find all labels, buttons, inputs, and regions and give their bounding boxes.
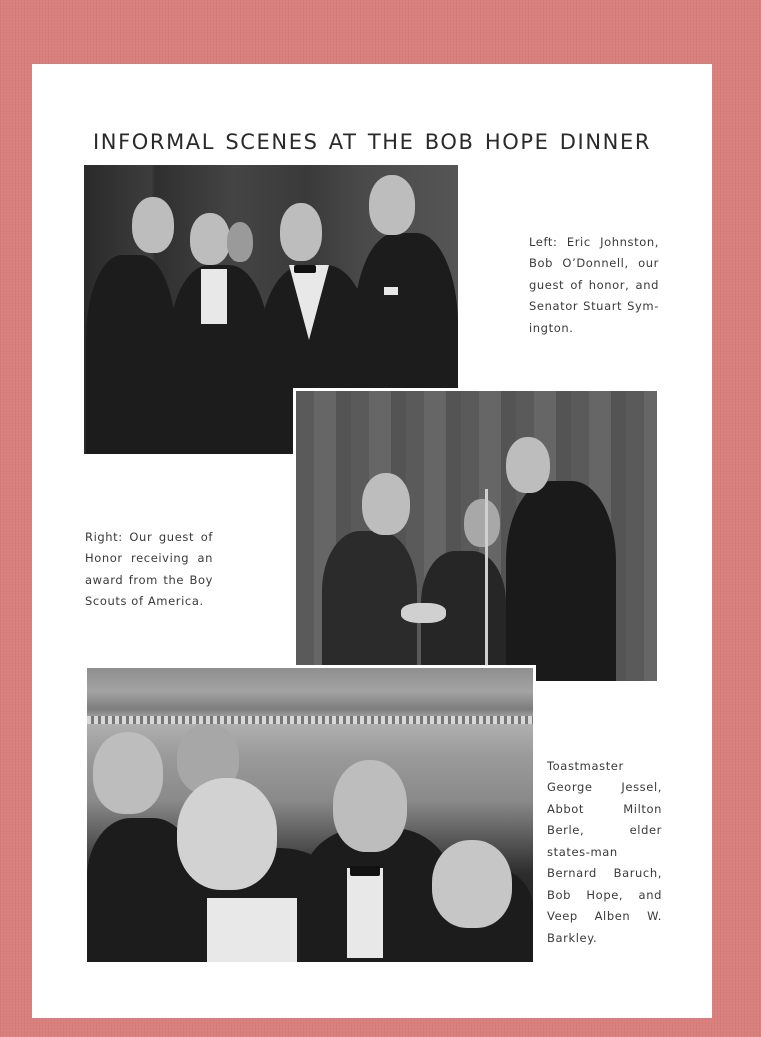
figure-head: [190, 213, 230, 265]
figure-head: [432, 840, 512, 928]
figure-head: [464, 499, 500, 547]
microphone-stand: [485, 489, 488, 679]
bowtie: [350, 866, 380, 876]
figure-head: [333, 760, 407, 852]
figure-head: [93, 732, 163, 814]
pocket-square: [384, 287, 398, 295]
figure-head: [506, 437, 550, 493]
figure-head: [177, 778, 277, 890]
page: [32, 64, 712, 1018]
figure-head: [280, 203, 322, 261]
figure-shirt: [347, 868, 383, 958]
page-title: INFORMAL SCENES AT THE BOB HOPE DINNER: [92, 130, 652, 155]
figure-head: [369, 175, 415, 235]
figure-head: [227, 222, 253, 262]
figure-shirt: [207, 898, 297, 962]
caption-middle-photo: Right: Our guest of Honor receiving an award from the Boy Scouts of America.: [85, 529, 213, 608]
figure-head: [132, 197, 174, 253]
handshake: [401, 603, 446, 623]
figure-silhouette: [506, 481, 616, 681]
photo-bottom-left: [87, 668, 533, 962]
ornamental-molding: [87, 716, 533, 724]
caption-bottom-photo: Toastmaster George Jessel, Abbot Milton Berle, elder states-man Bernard Baruch, Bob Hope, and Veep Alben W. Barkley.: [547, 758, 662, 945]
bowtie: [294, 265, 316, 273]
caption-top-photo: Left: Eric Johnston, Bob O’Donnell, our guest of honor, and Senator Stuart Sym-ington.: [529, 234, 659, 335]
photo-middle-right: [296, 391, 657, 681]
figure-silhouette: [86, 255, 176, 454]
figure-head: [362, 473, 410, 535]
figure-shirt: [201, 269, 227, 324]
